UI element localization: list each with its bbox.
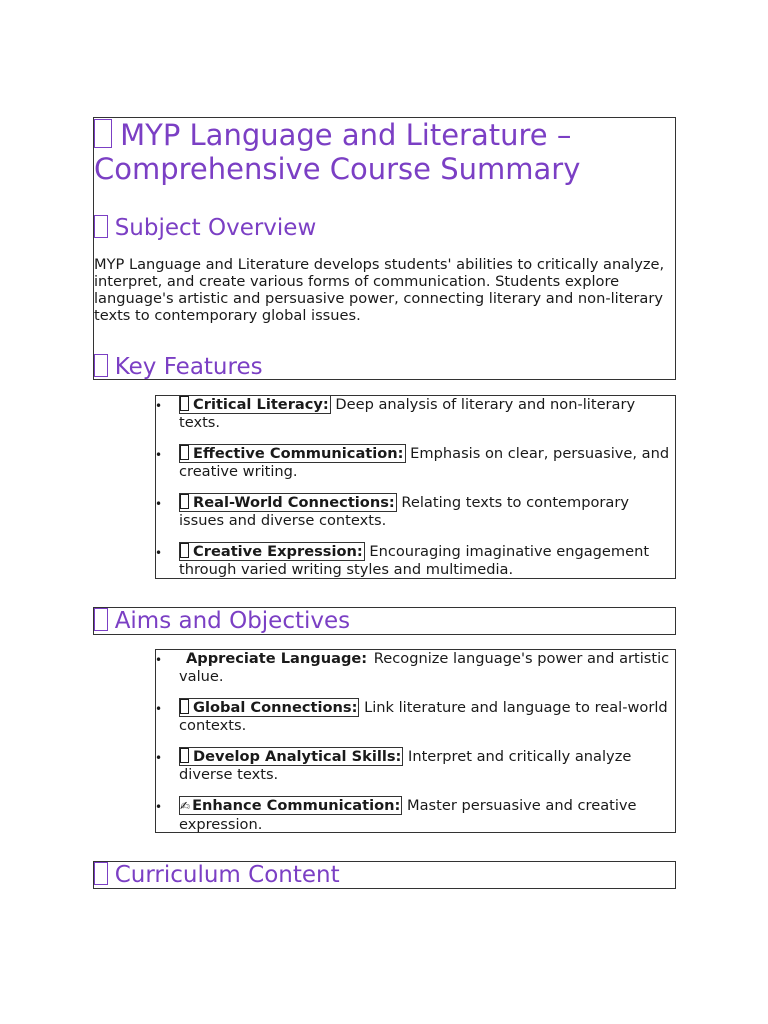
feature-icon [180, 494, 189, 509]
feature-label: Real-World Connections: [179, 493, 397, 512]
list-item: • Appreciate Language: Recognize language's power and artistic value. [156, 650, 677, 685]
feature-icon [180, 543, 189, 558]
list-item: • Effective Communication: Emphasis on clear, persuasive, and creative writing. [156, 445, 677, 480]
aim-label: Appreciate Language: [186, 650, 368, 667]
list-item: • Creative Expression: Encouraging imaginative engagement through varied writing styles and multimedia. [156, 543, 677, 578]
aims-heading-box [93, 607, 676, 635]
aim-label: Global Connections: [179, 698, 359, 717]
feature-label: Effective Communication: [179, 444, 406, 463]
feature-icon [180, 445, 189, 460]
title-icon [94, 119, 112, 148]
aims-list-box [155, 649, 676, 833]
curriculum-icon [94, 862, 108, 885]
curriculum-heading-box [93, 861, 676, 889]
intro-section [93, 117, 676, 380]
overview-text: MYP Language and Literature develops students' abilities to critically analyze, interpret, and create various forms of communication. Students explore language's artistic and persuasive power, connecting literary and non-literary texts to contemporary global issues. [94, 256, 665, 324]
curriculum-heading: Curriculum Content [94, 861, 340, 889]
list-item: • ✍ Enhance Communication: Master persuasive and creative expression. [156, 797, 677, 833]
aim-label: ✍ Enhance Communication: [180, 797, 401, 814]
feature-label: Critical Literacy: [179, 395, 331, 414]
overview-icon [94, 215, 108, 238]
features-list-box [155, 395, 676, 579]
aims-heading: Aims and Objectives [94, 607, 350, 635]
feature-label: Creative Expression: [179, 542, 365, 561]
feature-icon [180, 396, 189, 411]
aim-label: Develop Analytical Skills: [179, 747, 403, 766]
list-item: • Global Connections: Link literature and language to real-world contexts. [156, 699, 677, 734]
analysis-icon [180, 748, 189, 763]
list-item: • Critical Literacy: Deep analysis of literary and non-literary texts. [156, 396, 677, 431]
aims-icon [94, 608, 108, 631]
page-title: MYP Language and Literature – Comprehensive Course Summary [94, 118, 581, 186]
list-item: • Real-World Connections: Relating texts to contemporary issues and diverse contexts. [156, 494, 677, 529]
features-heading: Key Features [94, 353, 263, 381]
globe-icon [180, 699, 189, 714]
overview-heading: Subject Overview [94, 214, 316, 242]
list-item: • Develop Analytical Skills: Interpret and critically analyze diverse texts. [156, 748, 677, 783]
features-icon [94, 354, 108, 377]
writing-hand-icon: ✍ [180, 799, 191, 813]
